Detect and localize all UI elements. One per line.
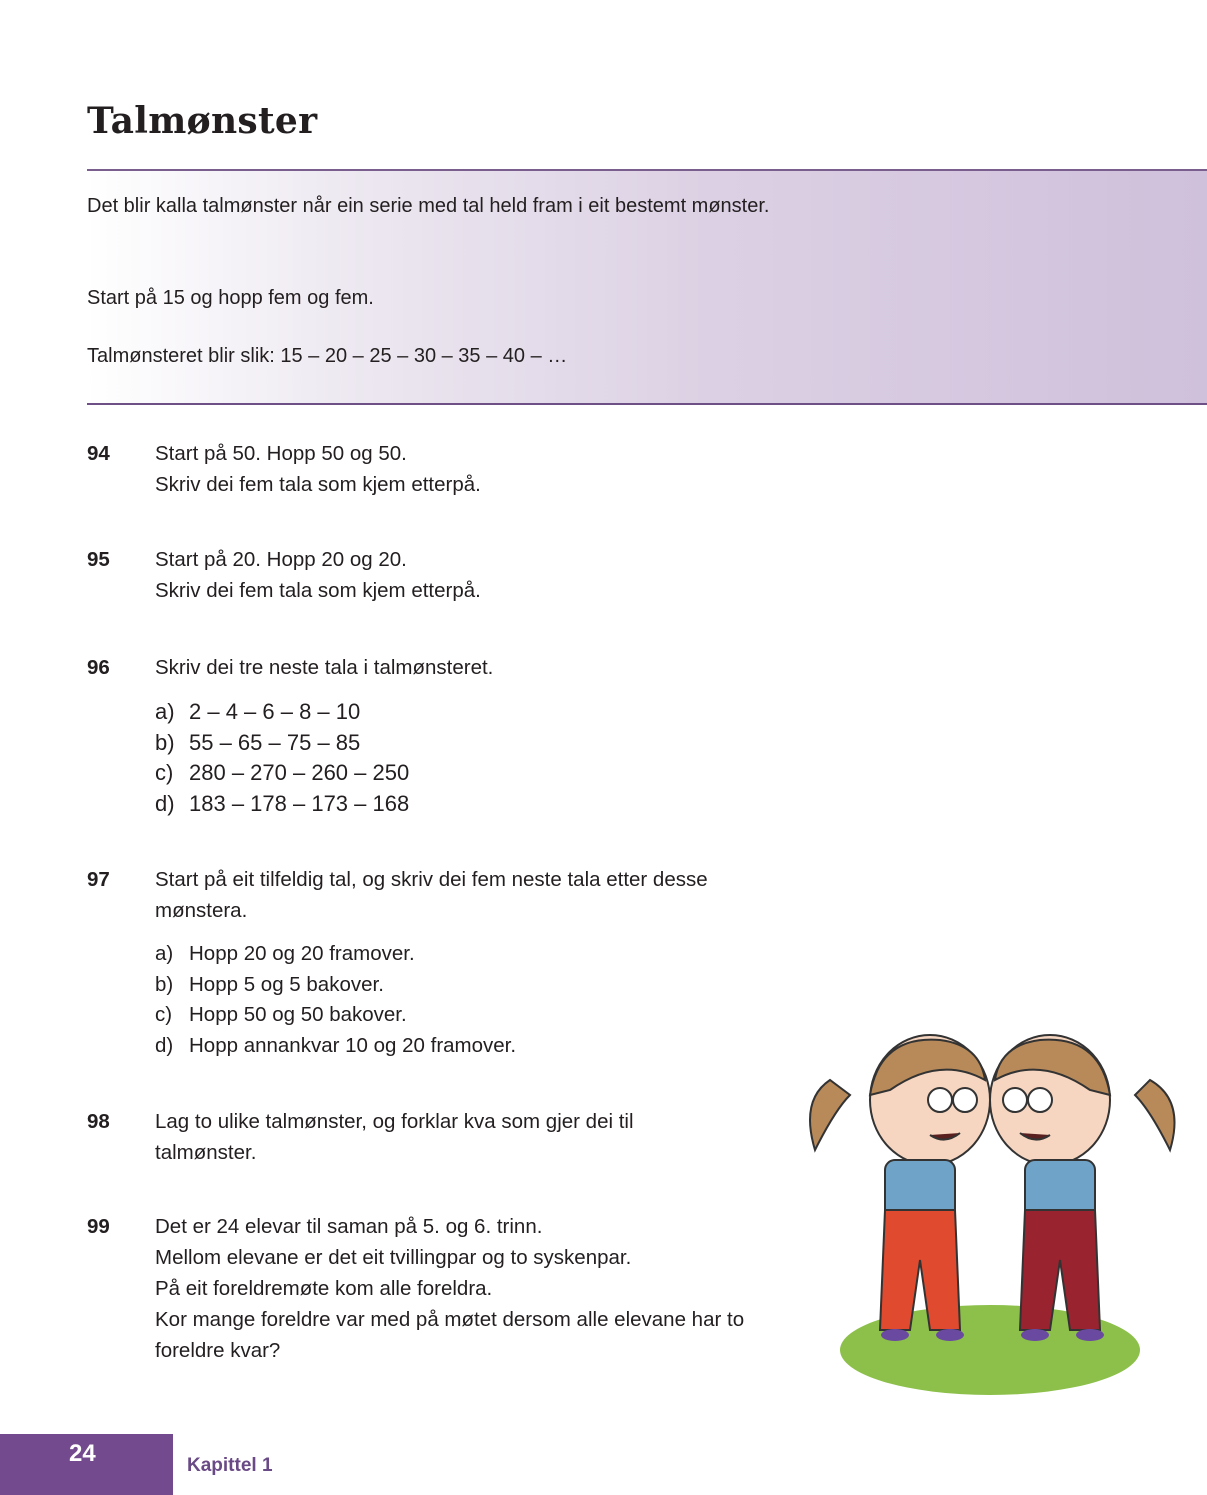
problem-number: 94	[87, 442, 110, 465]
page-number-box	[0, 1434, 173, 1495]
problem-line: Det er 24 elevar til saman på 5. og 6. trinn.	[155, 1215, 543, 1238]
problem-line: Skriv dei tre neste tala i talmønsteret.	[155, 656, 494, 679]
page-title: Talmønster	[87, 100, 318, 142]
sub-item: c) Hopp 50 og 50 bakover.	[155, 1003, 407, 1026]
twins-illustration	[790, 1000, 1200, 1410]
problem-line: Start på 20. Hopp 20 og 20.	[155, 548, 407, 571]
chapter-label: Kapittel 1	[187, 1455, 273, 1476]
problem-line: Start på eit tilfeldig tal, og skriv dei fem neste tala etter desse mønstera.	[155, 868, 708, 922]
left-girl	[810, 1035, 990, 1341]
problem-line: Lag to ulike talmønster, og forklar kva som gjer dei til talmønster.	[155, 1110, 634, 1164]
problem-line: Skriv dei fem tala som kjem etterpå.	[155, 473, 481, 496]
right-girl	[990, 1035, 1175, 1341]
problem-line: Skriv dei fem tala som kjem etterpå.	[155, 579, 481, 602]
problem-line: Kor mange foreldre var med på møtet dersom alle elevane har to foreldre kvar?	[155, 1308, 745, 1362]
problem-number: 98	[87, 1110, 110, 1133]
definition-text: Det blir kalla talmønster når ein serie med tal held fram i eit bestemt mønster.	[87, 195, 770, 217]
info-box	[87, 169, 1207, 405]
problem-number: 96	[87, 656, 110, 679]
example-start-text: Start på 15 og hopp fem og fem.	[87, 287, 374, 309]
problem-number: 99	[87, 1215, 110, 1238]
problem-number: 97	[87, 868, 110, 891]
example-result-text: Talmønsteret blir slik: 15 – 20 – 25 – 30 – 35 – 40 – …	[87, 345, 568, 367]
sub-item: a) 2 – 4 – 6 – 8 – 10	[155, 699, 361, 724]
sub-item: b) 55 – 65 – 75 – 85	[155, 729, 361, 755]
problem-line: På eit foreldremøte kom alle foreldra.	[155, 1277, 493, 1300]
problem-line: Start på 50. Hopp 50 og 50.	[155, 442, 407, 465]
page-number: 24	[69, 1440, 96, 1467]
problem-number: 95	[87, 548, 110, 571]
sub-item: d) 183 – 178 – 173 – 168	[155, 790, 410, 816]
sub-item: c) 280 – 270 – 260 – 250	[155, 760, 410, 785]
sub-item: a) Hopp 20 og 20 framover.	[155, 942, 415, 965]
sub-item: b) Hopp 5 og 5 bakover.	[155, 972, 384, 996]
sub-item: d) Hopp annankvar 10 og 20 framover.	[155, 1033, 517, 1057]
problem-line: Mellom elevane er det eit tvillingpar og to syskenpar.	[155, 1246, 632, 1269]
